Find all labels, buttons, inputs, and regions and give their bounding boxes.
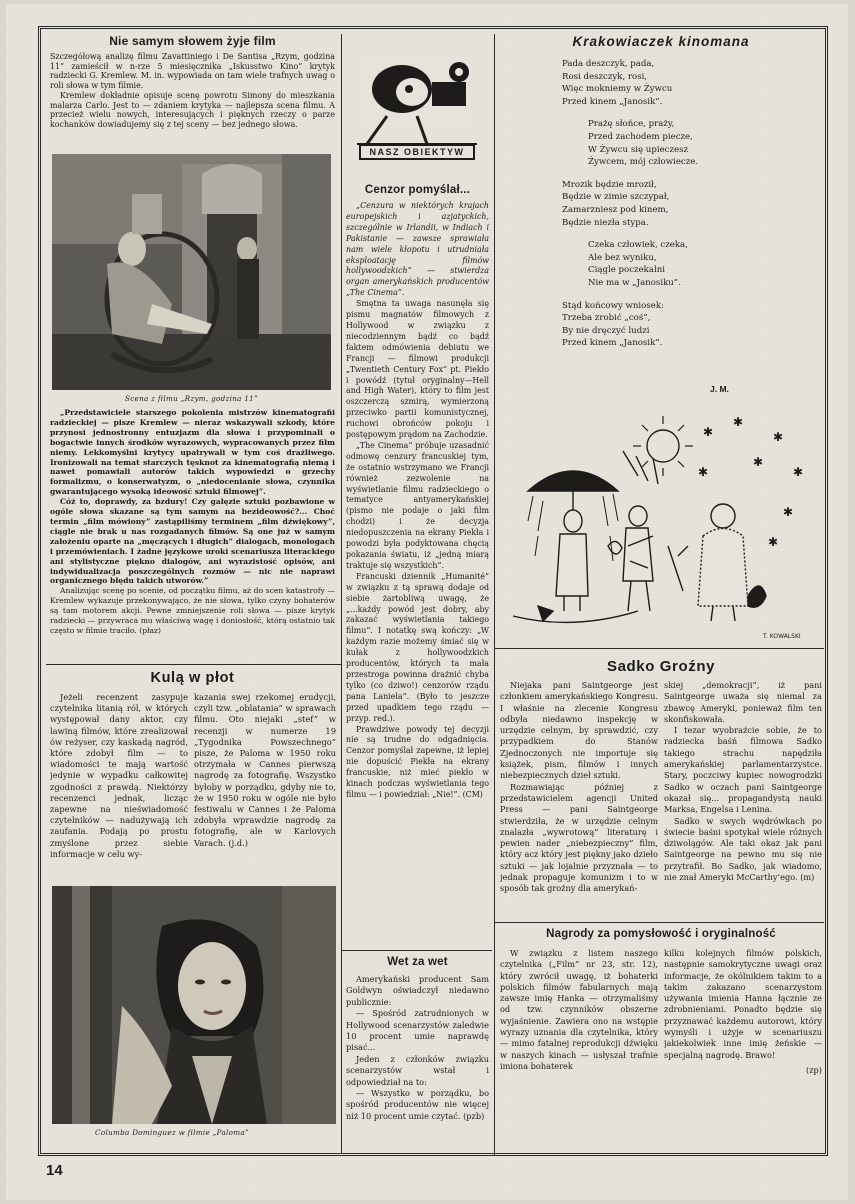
article-cenzor-pomyslal [346,184,489,944]
article-paragraph: Amerykański producent Sam Goldwyn oświadczył niedawno publicznie: [346,974,489,1007]
article-paragraph: Prawdziwe powody tej decyzji nie są trudne do odgadnięcia. Cenzor pomyślał zapewne, iż lepiej nie dopuścić Piekła na ekrany francuskie, niż mieć piekło w kinach podczas wyświetlania tego filmu — i powiedział: „Nie!”. (CM) [346,724,489,799]
section-rule [494,922,824,923]
article-paragraph: kazania swej rzekomej erudycji, czyli tzw. „oblatania” w sprawach filmu. Oto niejaki „stef” w recenzji w numerze 19 „Tygodnika Powszechnego” pisze, że Paloma w 1950 roku otrzymała w Cannes pierwszą nagrodę za fotografię. Wszystko byłoby w porządku, gdyby nie to, że w 1950 roku w ogóle nie było festiwalu w Cannes i że Paloma zdobyła wprawdzie nagrodę za fotografię, ale w Karlovych Varach. (j.d.) [194,692,336,848]
column-rule [341,34,342,1154]
poem-line: Ciągle poczekalni [588,265,665,276]
section-rule [342,950,492,951]
article-paragraph: „The Cinema” próbuje uzasadnić odmowę cenzury francuskiej tym, że ostatnio wstrzymano we Francji również zezwolenie na wyświetlanie filmu radzieckiego o tematyce antyamerykańskiej (pismo nie podaje o jaki film chodzi) i że decyzja niedopuszczenia na ekrany Piekła i powodzi była podyktowana chęcią pokazania światu, iż „jedną miarą traktuje się wszystkich”. [346,440,489,570]
magazine-page [6,4,848,1200]
article-title: Kulą w płot [150,670,235,686]
article-paragraph: — Spośród zatrudnionych w Hollywood scenarzystów zaledwie 10 procent umie naprawdę pisać... [346,1008,489,1053]
weather-cartoon-illustration [498,396,824,644]
actress-portrait-photo [52,886,336,1124]
poem-stanza [562,239,812,289]
article-title: Wet za wet [387,956,448,968]
article-wet-za-wet [346,956,489,1146]
poem-line: Nie ma w „Janosiku”. [588,277,681,288]
actress-portrait-image [52,886,336,1124]
article-quote-continued: Cóż to, doprawdy, za bzdury! Czy gałęzie sztuki pozbawione w ogóle słowa skazane są tym samym na bezideowość?... Choć termin „film mówiony” zastąpiliśmy terminem „film dźwiękowy”, ciągle nie brak u nas rozgadanych filmów. Są one już w samym założeniu oparte na „męczących i długich” dialogach, monologach i przemówieniach. I żadne językowe uroki scenariusza literackiego ani stylistyczne piękno dialogów, ani wyrazistość opisów, ani indywidualizacja poszczególnych rozmów — nic nie naprawi organicznego błędu takich utworów.” [50,497,335,586]
section-rule [494,648,824,649]
article-title: Cenzor pomyślał... [364,184,471,196]
poem-line: By nie dręczyć ludzi [562,325,650,336]
poem-line: Więc mokniemy w Żywcu [562,84,673,95]
section-rule [46,664,341,665]
article-lead: „Cenzura w niektórych krajach europejskich i azjatyckich, szczególnie w Irlandii, w Indiach i Pakistanie — zawsze sprawiała nam wiele kłopotu i utrudniała eksploatację filmów hollywoodzkich” — stwierdza organ amerykańskich producentów „The Cinema”. [346,201,489,298]
svg-text:✱: ✱ [733,415,744,429]
svg-text:✱: ✱ [793,465,804,479]
article-paragraph: skiej „demokracji”, iż pani Saintgeorge uważa się niemal za zbawcę Ameryki, ponieważ film ten skonfiskowała. [664,680,822,724]
article-paragraph: Kremlew dokładnie opisuje scenę powrotu Simony do mieszkania malarza Carlo. Jest to — zdaniem krytyka — najlepsza scena filmu. A przecież wielu nowych, interesujących i pięknych rzeczy o parze kochanków dowiadujemy się z tej sceny — bez jednego słowa. [50,90,335,129]
nasz-obiektyw-logo [347,44,487,169]
poem-line: Mrozik będzie mroził, [562,179,657,190]
article-kula-w-plot-header [50,670,335,688]
illustrator-signature: T. KOWALSKI [763,633,801,640]
article-sadko-left [500,680,658,920]
poem-line: Ale bez wyniku, [588,252,657,263]
page-number: 14 [46,1162,63,1179]
article-nie-samym-slowem [50,34,335,140]
poem-line: Żywcem, mój człowiecze. [588,157,699,168]
svg-text:✱: ✱ [698,465,709,479]
article-kula-w-plot-left [50,692,188,882]
poem-line: Będzie w zimie szczypał, [562,192,670,203]
article-sadko-header [498,658,824,678]
article-paragraph: — Wszystko w porządku, bo spośród producentów nie więcej niż 10 procent umie czytać. (pzb) [346,1088,489,1121]
poem-stanza [562,179,812,229]
article-paragraph: Smętna ta uwaga nasunęła się pismu magnatów filmowych z Hollywood w związku z niecodziennym bądź co bądź faktem odmówienia debiutu we Francji — filmowi produkcji „Twentieth Century Fox” pt. Piekło i powódź (tytuł oryginalny—Hell and High Water), który to film jest oszczerczą szmirą, wymierzoną przeciwko partii komunistycznej, ruchowi obrońców pokoju i postępowym prądom na Zachodzie. [346,299,489,440]
article-paragraph: Analizując scenę po scenie, od początku filmu, aż do scen katastrofy — Kremlew wykazuje przekonywająco, że nie słowa, tylko czyny bohaterów są tam motorem akcji. Pewne zmniejszenie roli słowa — pisze krytyk radziecki — przywraca mu właściwą wagę i doniosłość, którą ostatnio tak często w filmie traciło. (płaz) [50,586,335,635]
poem-stanza [562,118,812,168]
article-paragraph: W związku z listem naszego czytelnika („Film” nr 23, str. 12), który zwrócił uwagę, iż bohaterki polskich filmów fabularnych mają zawsze imię Hanka — otrzymaliśmy od tzw. czynników obszerne wyjaśnienie. Zawiera ono na wstępie wyrazy uznania dla czytelnika, który — mimo fatalnej reprodukcji dźwięku w naszych kinach — usłyszał trafnie imiona bohaterek [500,948,658,1071]
svg-text:✱: ✱ [783,505,794,519]
svg-text:✱: ✱ [773,430,784,444]
article-title: Nie samym słowem żyje film [109,34,276,48]
article-quote: „Przedstawiciele starszego pokolenia mistrzów kinematografii radzieckiej — pisze Kremlew — nieraz wskazywali szkody, które przynosi jednostronny entuzjazm dla słowa i przypominali o bogactwie innych środków wyrazowych, wypracowanych przez film niemy. Lekkomyślni krytycy upatrywali w tym coś drażliwego. Ironizowali na temat starczych tęsknot za kinematografią niemą i nawet pomawiali autorów takich wypowiedzi o grzechy formalizmu, o konserwatyzm, o „niedocenianie słowa, czynnika gwarantującego wysoką ideowość sztuki filmowej”. [50,408,335,497]
article-title: Nagrody za pomysłowość i oryginalność [546,928,776,940]
article-nagrody-right [664,948,822,1148]
photo-caption: Columba Dominguez w filmie „Paloma” [95,1128,249,1137]
article-paragraph: Jeżeli recenzent zasypuje czytelnika litanią ról, w których występował dany aktor, czy lawiną filmów, które zrealizował ów reżyser, czy kaskadą nagród, które zdobył film — to wiadomości te mają wartość jedynie w wypadku całkowitej zgodności z prawdą. Niektórzy recenzenci jednak, licząc zapewne na nieświadomość czytelników — nadużywają ich zaufania. Podają po prostu zmyślone przez siebie informacje w celu wy- [50,692,188,859]
article-nagrody-left [500,948,658,1148]
article-continued [50,408,335,658]
article-paragraph: kilku kolejnych filmów polskich, następnie samokrytyczne uwagi oraz informacje, że okólnikiem takim to a takim zakazano scenarzystom używania imienia Hanna łącznie ze zdrobnieniami. Ponadto będzie się przyznawać każdemu autorowi, który wymyśli i użyje w scenariuszu jakiekolwiek inne imię żeńskie — specjalną nagrodę. Brawo! [664,948,822,1060]
article-intro: Szczegółową analizę filmu Zavattiniego i De Santisa „Rzym, godzina 11” zamieścił w n-rze 5 miesięcznika „Iskusstwo Kino” krytyk radziecki G. Kremlew. M. in. wypowiada on tam wiele trafnych uwag o roli słowa w tym filmie. [50,52,335,91]
article-paragraph: Rozmawiając później z przedstawicielem agencji United Press — pani Saintgeorge stwierdziła, że w urzędzie celnym znalazła „wywrotową” literaturę i pewien nader „niebezpieczny” film, który acz który jest piękny jako dzieło sztuki — jak lojalnie przyznała — to jednak propaguje komunizm i to w sposób tak groźny dla amerykań- [500,781,658,894]
poem-author: J. M. [710,384,729,394]
column-rule [494,648,495,1156]
poem-krakowiaczek [498,34,824,394]
column-rule [494,34,495,648]
article-nagrody-header [498,928,824,946]
poem-title: Krakowiaczek kinomana [572,34,750,49]
poem-line: Przed zachodem piecze, [588,131,693,142]
photo-caption: Scena z filmu „Rzym, godzina 11” [124,394,259,403]
article-title: Sadko Groźny [606,658,716,675]
poem-line: Czeka człowiek, czeka, [588,240,688,251]
poem-line: Przed kinem „Janosik”. [562,338,663,349]
poem-line: Prażę słońce, praży, [588,119,675,130]
svg-text:✱: ✱ [703,425,714,439]
svg-text:✱: ✱ [768,535,779,549]
poem-line: Będzie niezła stypa. [562,217,649,228]
article-paragraph: Sadko w swych wędrówkach po świecie baśni spotykał wiele różnych dziwolągów. Ale taki okaz jak pani Saintgeorge na pewno mu się nie przytrafił. Bo Sadko, jak wiadomo, nie znał Ameryki McCarthy’ego. (m) [664,815,822,883]
article-kula-w-plot-right [194,692,336,882]
article-paragraph: I tezar wyobraźcie sobie, że to radziecka baśń filmowa Sadko takiego strachu napędziła amerykańskiej parlamentarzystce. Stary, poczciwy kupiec nowogrodzki Sadko w oczach pani Saintgeorge okazał się... propagandystą nauki Marksa, Engelsa i Lenina. [664,725,822,815]
article-sadko-right [664,680,822,920]
poem-line: Przed kinem „Janosik”. [562,96,663,107]
poem-stanza [562,300,812,350]
poem-line: Zamarzniesz pod kinem, [562,204,669,215]
film-still-image [52,154,331,390]
article-paragraph: Francuski dziennik „Humanité” w związku z tą sprawą dodaje od siebie żartobliwą uwagę, że „...każdy powód jest dobry, aby zakazać wyświetlania takiego filmu”. I notatkę swą kończy: „W każdym razie możemy śmiać się w kułak z hollywoodzkich producentów, których ta mała przestroga powinna drażnić chyba tylko (co dziwo!) cenzorów rządu pana Laniela”. (Było to jeszcze przed upadkiem tego rządu — przyp. red.). [346,571,489,723]
poem-line: Trzeba zrobić „coś”, [562,313,651,324]
svg-text:✱: ✱ [753,455,764,469]
poem-line: Rosi deszczyk, rosi, [562,71,648,82]
article-paragraph: Niejaka pani Saintgeorge jest członkiem amerykańskiego Kongresu. I właśnie na zlecenie Kongresu odbyła niedawno inspekcję w urzędzie celnym, by sprawdzić, czy przypadkiem do Stanów Zjednoczonych nie importuje się książek, pism, filmów i innych niebezpiecznych dzieł sztuki. [500,680,658,781]
cartoon-icon [498,396,824,644]
poem-line: Stąd końcowy wniosek: [562,300,664,311]
poem-body [562,58,812,360]
poem-stanza [562,58,812,108]
nasz-obiektyw-label: NASZ OBIEKTYW [359,144,475,160]
poem-line: Pada deszczyk, pada, [562,59,655,69]
article-signature: (zp) [806,1064,822,1075]
poem-line: W Żywcu się upieczesz [588,144,689,155]
article-paragraph: Jeden z członków związku scenarzystów wstał i odpowiedział na to: [346,1053,489,1087]
film-still-photo [52,154,331,390]
